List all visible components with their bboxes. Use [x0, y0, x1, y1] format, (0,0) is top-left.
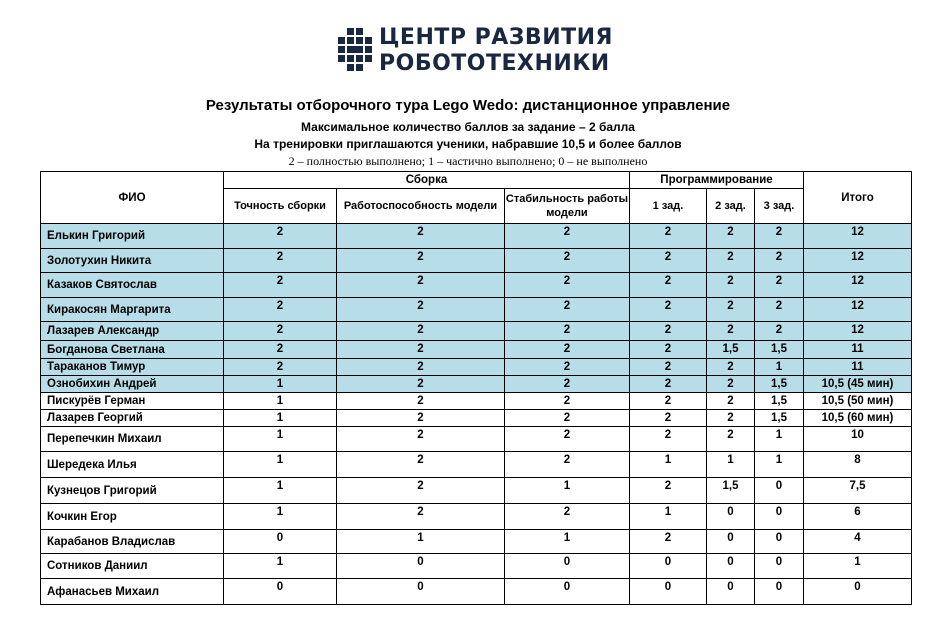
cell-accuracy: 2 [224, 341, 337, 359]
cell-total: 10 [804, 427, 912, 452]
logo-icon [336, 28, 374, 74]
table-row [41, 427, 912, 452]
cell-functionality: 2 [337, 322, 505, 341]
header-accuracy: Точность сборки [224, 189, 337, 224]
cell-stability: 2 [505, 298, 630, 322]
cell-accuracy: 1 [224, 478, 337, 504]
cell-stability: 2 [505, 359, 630, 376]
table-row [41, 530, 912, 554]
cell-total: 12 [804, 249, 912, 273]
table-row [41, 249, 912, 273]
cell-task3: 0 [755, 504, 804, 530]
cell-name: Киракосян Маргарита [41, 298, 224, 322]
header-group-assembly: Сборка [224, 172, 630, 189]
cell-task3: 0 [755, 478, 804, 504]
cell-total: 10,5 (60 мин) [804, 410, 912, 427]
cell-functionality: 2 [337, 478, 505, 504]
cell-task1: 2 [630, 478, 707, 504]
cell-task1: 2 [630, 249, 707, 273]
cell-task3: 2 [755, 273, 804, 298]
cell-task3: 1,5 [755, 410, 804, 427]
cell-name: Казаков Святослав [41, 273, 224, 298]
table-row [41, 579, 912, 605]
table-row [41, 376, 912, 393]
cell-accuracy: 2 [224, 224, 337, 249]
cell-task2: 0 [707, 579, 755, 605]
cell-name: Сотников Даниил [41, 554, 224, 579]
logo [336, 24, 616, 80]
page-title: Результаты отборочного тура Lego Wedo: дистанционное управление [205, 97, 731, 114]
cell-stability: 2 [505, 224, 630, 249]
cell-task3: 2 [755, 322, 804, 341]
cell-name: Шередека Илья [41, 452, 224, 478]
cell-task3: 0 [755, 530, 804, 554]
cell-name: Кузнецов Григорий [41, 478, 224, 504]
cell-accuracy: 0 [224, 579, 337, 605]
cell-task1: 2 [630, 376, 707, 393]
cell-stability: 2 [505, 504, 630, 530]
cell-task1: 2 [630, 298, 707, 322]
cell-functionality: 2 [337, 298, 505, 322]
cell-accuracy: 2 [224, 298, 337, 322]
cell-task2: 0 [707, 530, 755, 554]
cell-total: 11 [804, 341, 912, 359]
cell-accuracy: 2 [224, 249, 337, 273]
cell-task1: 2 [630, 410, 707, 427]
cell-task2: 2 [707, 273, 755, 298]
table-row [41, 393, 912, 410]
cell-accuracy: 2 [224, 322, 337, 341]
table-row [41, 273, 912, 298]
cell-task1: 2 [630, 530, 707, 554]
cell-accuracy: 2 [224, 273, 337, 298]
cell-functionality: 1 [337, 530, 505, 554]
cell-stability: 2 [505, 393, 630, 410]
cell-task3: 1 [755, 452, 804, 478]
logo-text-line2: РОБОТОТЕХНИКИ [379, 51, 610, 76]
cell-task3: 0 [755, 579, 804, 605]
cell-task2: 2 [707, 410, 755, 427]
cell-functionality: 2 [337, 359, 505, 376]
cell-task3: 0 [755, 554, 804, 579]
cell-task1: 2 [630, 393, 707, 410]
header-task3: 3 зад. [755, 189, 804, 224]
cell-total: 12 [804, 224, 912, 249]
cell-name: Тараканов Тимур [41, 359, 224, 376]
cell-task2: 2 [707, 376, 755, 393]
cell-total: 1 [804, 554, 912, 579]
cell-stability: 2 [505, 322, 630, 341]
cell-total: 0 [804, 579, 912, 605]
cell-accuracy: 1 [224, 410, 337, 427]
cell-functionality: 2 [337, 452, 505, 478]
max-score-note: Максимальное количество баллов за задание – 2 балла [301, 120, 635, 134]
header-group-programming: Программирование [630, 172, 804, 189]
cell-task1: 2 [630, 427, 707, 452]
cell-functionality: 0 [337, 579, 505, 605]
cell-total: 10,5 (45 мин) [804, 376, 912, 393]
header-task2: 2 зад. [707, 189, 755, 224]
cell-accuracy: 2 [224, 359, 337, 376]
invitation-note: На тренировки приглашаются ученики, набравшие 10,5 и более баллов [254, 137, 682, 151]
cell-stability: 1 [505, 478, 630, 504]
cell-name: Лазарев Александр [41, 322, 224, 341]
cell-functionality: 2 [337, 376, 505, 393]
header-name: ФИО [41, 172, 224, 224]
table-row [41, 478, 912, 504]
cell-stability: 1 [505, 530, 630, 554]
cell-accuracy: 1 [224, 452, 337, 478]
cell-task2: 2 [707, 322, 755, 341]
cell-stability: 0 [505, 554, 630, 579]
cell-name: Кочкин Егор [41, 504, 224, 530]
score-legend: 2 – полностью выполнено; 1 – частично выполнено; 0 – не выполнено [288, 154, 648, 168]
cell-task3: 1,5 [755, 376, 804, 393]
cell-task3: 1 [755, 427, 804, 452]
cell-accuracy: 1 [224, 504, 337, 530]
cell-task3: 1,5 [755, 341, 804, 359]
cell-task2: 2 [707, 427, 755, 452]
table-row [41, 504, 912, 530]
cell-total: 4 [804, 530, 912, 554]
cell-task2: 2 [707, 359, 755, 376]
cell-name: Богданова Светлана [41, 341, 224, 359]
header-functionality: Работоспособность модели [337, 189, 505, 224]
cell-total: 6 [804, 504, 912, 530]
table-row [41, 298, 912, 322]
header-stability: Стабильность работы модели [505, 189, 630, 224]
cell-total: 12 [804, 322, 912, 341]
cell-stability: 2 [505, 452, 630, 478]
cell-task3: 2 [755, 298, 804, 322]
cell-functionality: 2 [337, 504, 505, 530]
cell-task2: 0 [707, 504, 755, 530]
cell-accuracy: 1 [224, 554, 337, 579]
cell-functionality: 2 [337, 273, 505, 298]
cell-task2: 1,5 [707, 478, 755, 504]
cell-task1: 2 [630, 341, 707, 359]
table-row [41, 341, 912, 359]
cell-stability: 2 [505, 273, 630, 298]
table-row [41, 322, 912, 341]
cell-task3: 1,5 [755, 393, 804, 410]
cell-task1: 2 [630, 359, 707, 376]
cell-task2: 1 [707, 452, 755, 478]
table-row [41, 410, 912, 427]
cell-functionality: 2 [337, 224, 505, 249]
cell-total: 11 [804, 359, 912, 376]
cell-total: 10,5 (50 мин) [804, 393, 912, 410]
logo-text-line1: ЦЕНТР РАЗВИТИЯ [379, 25, 613, 50]
cell-accuracy: 1 [224, 393, 337, 410]
table-row [41, 224, 912, 249]
header-task1: 1 зад. [630, 189, 707, 224]
cell-accuracy: 0 [224, 530, 337, 554]
cell-task2: 0 [707, 554, 755, 579]
cell-functionality: 2 [337, 410, 505, 427]
cell-total: 8 [804, 452, 912, 478]
cell-functionality: 2 [337, 393, 505, 410]
cell-task2: 2 [707, 393, 755, 410]
cell-task1: 1 [630, 452, 707, 478]
table-row [41, 359, 912, 376]
cell-accuracy: 1 [224, 427, 337, 452]
cell-name: Пискурёв Герман [41, 393, 224, 410]
cell-stability: 2 [505, 376, 630, 393]
table-row [41, 452, 912, 478]
cell-name: Афанасьев Михаил [41, 579, 224, 605]
cell-task1: 0 [630, 579, 707, 605]
results-table [40, 171, 912, 605]
cell-functionality: 2 [337, 341, 505, 359]
cell-stability: 0 [505, 579, 630, 605]
cell-stability: 2 [505, 427, 630, 452]
cell-task2: 1,5 [707, 341, 755, 359]
table-row [41, 554, 912, 579]
cell-task3: 2 [755, 224, 804, 249]
cell-name: Лазарев Георгий [41, 410, 224, 427]
cell-task2: 2 [707, 249, 755, 273]
cell-name: Ознобихин Андрей [41, 376, 224, 393]
cell-functionality: 0 [337, 554, 505, 579]
cell-stability: 2 [505, 341, 630, 359]
cell-task2: 2 [707, 224, 755, 249]
cell-name: Золотухин Никита [41, 249, 224, 273]
cell-task2: 2 [707, 298, 755, 322]
cell-stability: 2 [505, 410, 630, 427]
cell-functionality: 2 [337, 249, 505, 273]
cell-task1: 2 [630, 224, 707, 249]
cell-task1: 2 [630, 322, 707, 341]
cell-name: Карабанов Владислав [41, 530, 224, 554]
cell-task1: 2 [630, 273, 707, 298]
cell-name: Перепечкин Михаил [41, 427, 224, 452]
cell-task3: 1 [755, 359, 804, 376]
cell-total: 12 [804, 273, 912, 298]
cell-functionality: 2 [337, 427, 505, 452]
cell-stability: 2 [505, 249, 630, 273]
cell-task3: 2 [755, 249, 804, 273]
cell-accuracy: 1 [224, 376, 337, 393]
cell-task1: 0 [630, 554, 707, 579]
cell-total: 12 [804, 298, 912, 322]
header-total: Итого [804, 172, 912, 224]
cell-name: Елькин Григорий [41, 224, 224, 249]
cell-task1: 1 [630, 504, 707, 530]
cell-total: 7,5 [804, 478, 912, 504]
